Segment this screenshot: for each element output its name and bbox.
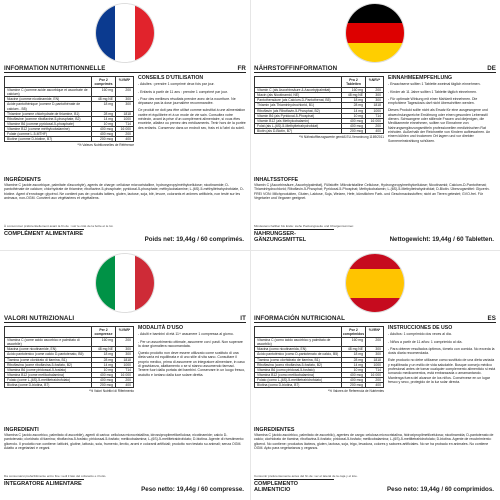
label-german xyxy=(250,0,500,250)
table-row: Vitamina B12 (come metilcobalamina) 400 mcg 16 000 xyxy=(4,373,134,378)
ingredients: INHALTSSTOFFE Vitamin C (Ascorbinsäure, Ascorbylpalmitat), Füllstoffe: Mikrokristalline Cellulose, Hydroxypropylmethylcellulose; Nicotinamid; Calcium-D-Pantothenat; Thiaminhydrochlorid; Riboflavin-5-Phosphat; Pyridoxal-5-Phosphat; Methylcobalamin; L-(6S)-5-Methyltetrahydrofolat; D-Biotin. Überzugsmittel: Glycerin. FREI VON: Milchprodukten, Gluten, Laktose, Soja, Weizen, Hefe, künstlichen Farb- und Geschmacksstoffen; nicht an Tieren getestet; GVO-frei. Für Vegetarier und Veganer geeignet. xyxy=(254,177,490,200)
italy-flag-icon xyxy=(96,254,154,312)
table-row: Pantothensäure (als Calcium-D-Pantothenat, B5) 18 mg 300 xyxy=(254,98,384,103)
ingredients: INGRÉDIENTS Vitamine C (acide ascorbique, palmitate d'ascorbyle), agents de charge: cellulose microcristalline, hydroxypropylméthylcellulose; nicotinamide; D-pantothénate de calcium; chlorhydrate de thiamine; riboflavine-5-phosphate; pyridoxal-5-phosphate; méthylcobalamine; L-(6S)-5-méthyltétrahydrofolate, D-biotine. Agent d'enrobage: glycérol. Ne contient pas de: produits laitiers, gluten, lactose, soja, blé, levure, colorants et arômes artificiels, non testé sur les animaux, non-OGM. Convient aux végétariens et végétaliens. xyxy=(4,177,244,200)
table-row: Vitamine B6 (comme pyridoxal-5-phosphate) 10 mg 714 xyxy=(4,122,134,127)
table-row: Vitamine B12 (comme méthylcobalamine) 400 mcg 16 000 xyxy=(4,127,134,132)
table-row: Niacin (als Nicotinamid, NE) 48 mg NE 300 xyxy=(254,93,384,98)
table-row: Vitamina B6 (come piridossal-5-fosfato) 10 mg 714 xyxy=(4,368,134,373)
spain-flag-icon xyxy=(346,254,404,312)
table-row: Thiamin (als Thiaminhydrochlorid, B1) 28 mg 1818 xyxy=(254,103,384,108)
net-weight: Peso netto: 19,44g / 60 compresse. xyxy=(141,486,244,493)
usage-advice: MODALITÀ D'USO - Adulti e bambini di età 11+ assumere 1 compressa al giorno. - Per un assorbimento ottimale, assumere con i pasti. Non superare la dose giornaliera raccomandata. Questo prodotto non deve essere utilizzato come sostituto di una dieta varia ed equilibrata e di uno stile di vita sano. Consultare il proprio medico, prima di assumere un integratore alimentare, in caso di gravidanza, allattamento o se si stanno assumendo farmaci. Tenere fuori dalla portata dei bambini. Conservare in un luogo fresco, asciutto e lontano dalla luce solare diretta. xyxy=(138,325,246,377)
france-flag-icon xyxy=(96,4,154,62)
ingredients: INGREDIENTES Vitamina C (ácido ascórbico, palmitato de ascorbilo), agentes de carga: celulosa microcristalina, hidroxipropilmetilcelulosa; nicotinamida; D-pantotenato de calcio; clorhidrato de tiamina; riboflavina-5-fosfato; piridoxal-5-fosfato; metilcobalamina; L-(6S)-5-metiltetrahidrofolato; D-biotina. Agente de recubrimiento: glicerol. No contiene: productos lácteos, gluten, lactosa, soja, trigo, levadura, colores y sabores artificiales. No se ha probado en animales. No contiene OGM. Apto para vegetarianos y veganos. xyxy=(254,427,494,450)
table-row: Vitamina C (come acido ascorbico e palmitato di ascorbile) 160 mg 200 xyxy=(4,338,134,347)
table-row: Biotina (como D-biotina, B7) 200 mcg 400 xyxy=(254,383,384,388)
nutrition-table: Pro 2 Tabletten %NRV* Vitamin C (als Ascorbinsäure & Ascorbylpalmitat) 160 mg 200 Niacin (als Nicotinamid, NE) 48 mg NE 300 Pantothensäure (als Calcium-D-Pantothenat, B5) 18 mg 300 Thiamin (als Thiaminhydrochlorid, B1) 28 mg 1818 Riboflavin (als Riboflavin-5-Phosphat, B2) 14 mg 1000 Vitamin B6 (als Pyridoxal-5-Phosphat) 10 mg 714 Vitamin B12 (als Methylcobalamin) 400 mcg 16 000 Folat (als L-(6S)-5-Methyltetrahydrofolat) 400 mcg 200 Biotin (als D-Biotin, B7) 200 mcg 400 *% Nährstoffbezugswerte gemäß EU-Verordnung 1169/2011 xyxy=(254,76,384,139)
table-row: Riboflavina (como riboflavina-5-fosfato, B2) 14 mg 1000 xyxy=(254,363,384,368)
table-row: Riboflavina (come riboflavina-5-fosfato, B2) 14 mg 1000 xyxy=(4,363,134,368)
table-row: Acide pantothénique (comme D-pantothénate de calcium - B5) 18 mg 300 xyxy=(4,102,134,111)
storage-note: À consommer préférentiellement avant la fin de : voir le côté de la boîte et le lot. xyxy=(4,224,114,228)
product-name: NAHRUNGSER-GÄNZUNGSMITTEL xyxy=(254,229,334,243)
label-french xyxy=(0,0,250,250)
table-row: Vitamine C (comme acide ascorbique et ascorbate de calcium) 160 mg 200 xyxy=(4,88,134,97)
table-row: Vitamina B12 (como metilcobalamina) 400 mcg 16 000 xyxy=(254,373,384,378)
table-note: *% Valeurs Nutritionnelles de Référence xyxy=(77,143,134,148)
table-row: Vitamin B12 (als Methylcobalamin) 400 mcg 16 000 xyxy=(254,119,384,124)
table-note: *% Valores de Referencia de Nutrientes xyxy=(327,389,384,394)
table-row: Folate (comme L-5-MTHF) 400 mcg 200 xyxy=(4,132,134,137)
usage-advice: CONSEILS D'UTILISATION - Adultes : prendre 1 comprimé deux fois par jour. - Enfants à partir de 11 ans : prendre 1 comprimé par jour. - Pour des meilleurs résultats prendre avec de la nourriture. Ne dépassez pas la dose journalière recommandée. Ce produit ne doit pas être utilisé comme substitut à une alimentation variée et équilibrée et à un mode de vie sain. Consultez votre médecin, avant la prise d'un complément alimentaire, si vous êtes enceinte, allaitez ou prenez des médicaments. Tenir hors de la portée des enfants. Conservez dans un endroit sec, frais et à l'abri du soleil. xyxy=(138,75,246,130)
table-row: Folato (como L-(6S)-5-metiltetrahidrofolato) 400 mcg 200 xyxy=(254,378,384,383)
table-row: Vitamina C (como ácido ascórbico y palmitato de ascorbilo) 160 mg 200 xyxy=(254,338,384,347)
table-row: Vitamin C (als Ascorbinsäure & Ascorbylpalmitat) 160 mg 200 xyxy=(254,88,384,93)
table-row: Biotin (als D-Biotin, B7) 200 mcg 400 xyxy=(254,129,384,134)
table-note: *% Valori Nutritivi di Riferimento xyxy=(89,389,134,394)
label-spanish xyxy=(250,250,500,500)
nutrition-table: Por 2 comprimés %VNR* Vitamine C (comme acide ascorbique et ascorbate de calcium) 160 mg 200 Niacine (comme nicotinamide, EN) 48 mg NE 300 Acide pantothénique (comme D-pantothénate de calcium - B5) 18 mg 300 Thiamine (comme chlorhydrate de thiamine, B1) 28 mg 1818 Riboflavine (comme riboflavine-5-phosphate, B2) 14 mg 1000 Vitamine B6 (comme pyridoxal-5-phosphate) 10 mg 714 Vitamine B12 (comme méthylcobalamine) 400 mcg 16 000 Folate (comme L-5-MTHF) 400 mcg 200 Biotine (comme D-biotine, B7) 200 mcg 400 *% Valeurs Nutritionnelles de Référence xyxy=(4,76,134,147)
product-name: INTEGRATORE ALIMENTARE xyxy=(4,479,84,487)
table-row: Vitamin B6 (als Pyridoxal-5-Phosphat) 10 mg 714 xyxy=(254,114,384,119)
table-row: Niacina (come nicotinamide, EN) 48 mg NE 300 xyxy=(4,347,134,352)
usage-advice: INSTRUCCIONES DE USO - Adultos: 1 comprimido dos veces al día. - Niños a partir de 11 años: 1 comprimido al día. - Para obtener resultados óptimos, tómelo con comida. No exceda la dosis diaria recomendada. Este producto no debe utilizarse como sustituto de una dieta variada y equilibrada y un estilo de vida saludable. Busque consejo médico profesional antes de tomar cualquier complemento alimenticio si está tomando medicamentos, está embarazada o amamantando. Mantenga fuera del alcance de los niños. Consérvese en un lugar fresco y seco, protegido de la luz solar directa. xyxy=(388,325,496,384)
table-row: Tiamina (come cloridrato di tiamina, B1) 28 mg 1818 xyxy=(4,358,134,363)
section-title: INFORMACIÓN NUTRICIONAL ES xyxy=(254,315,496,322)
table-row: Niacina (como nicotinamida, EN) 48 mg NE 300 xyxy=(254,347,384,352)
section-title: NÄHRSTOFFINFORMATION DE xyxy=(254,65,496,72)
table-row: Acido pantotenico (come calcio D-pantotenato, B5) 18 mg 300 xyxy=(4,352,134,357)
section-title: VALORI NUTRIZIONALI IT xyxy=(4,315,246,322)
table-row: Biotine (comme D-biotine, B7) 200 mcg 400 xyxy=(4,137,134,142)
table-row: Biotina (come D-biotina, B7) 200 mcg 400 xyxy=(4,383,134,388)
table-note: *% Nährstoffbezugswerte gemäß EU-Verordnung 1169/2011 xyxy=(298,135,384,140)
table-row: Riboflavine (comme riboflavine-5-phosphate, B2) 14 mg 1000 xyxy=(4,117,134,122)
table-row: Folat (als L-(6S)-5-Methyltetrahydrofolat) 400 mcg 200 xyxy=(254,124,384,129)
table-row: Riboflavin (als Riboflavin-5-Phosphat, B2) 14 mg 1000 xyxy=(254,109,384,114)
storage-note: Mindestens haltbar bis Ende: siehe Packungsseite und Chargennummer. xyxy=(254,224,354,228)
table-row: Folato (come L-(6S)-5-metiltetraidrofolato) 400 mcg 200 xyxy=(4,378,134,383)
table-row: Vitamina B6 (como piridoxal-5-fosfato) 10 mg 714 xyxy=(254,368,384,373)
product-name: COMPLÉMENT ALIMENTAIRE xyxy=(4,231,83,237)
net-weight: Poids net: 19,44g / 60 comprimés. xyxy=(144,236,244,243)
storage-note: Da consumarsi preferibilmente entro fine: vedi il lato del cofanetto e il lotto. xyxy=(4,474,107,478)
storage-note: Consumir preferentemente antes del fin de: ver el lateral de la caja y el lote. xyxy=(254,474,358,478)
ingredients: INGREDIENTI Vitamina C (acido ascorbico, palmitato di ascorbile), agenti di carica: cellulosa microcristallina, idrossipropilmetilcellulosa; nicotinamide; calcio D-pantotenato; cloridrato di tiamina; riboflavina-5-fosfato; piridossal-5-fosfato; metilcobalamina; L-(6S)-5-metiltetraidrofolato; D-biotina. Agente di rivestimento: glicerolo. Il prodotto non contiene: latticini, glutine, lattosio, soia, frumento, lievito, aromi e coloranti artificiali; prodotto non testato su animali; senza OGM. Adatto a vegetariani e vegani. xyxy=(4,427,245,450)
table-row: Tiamina (como clorhidrato de tiamina, B1) 28 mg 1818 xyxy=(254,358,384,363)
table-row: Niacine (comme nicotinamide, EN) 48 mg NE 300 xyxy=(4,97,134,102)
nutrition-table: Por 2 comprimidos %VRN* Vitamina C (como ácido ascórbico y palmitato de ascorbilo) 160 mg 200 Niacina (como nicotinamida, EN) 48 mg NE 300 Ácido pantoténico (como D-pantotenato de calcio, B5) 18 mg 300 Tiamina (como clorhidrato de tiamina, B1) 28 mg 1818 Riboflavina (como riboflavina-5-fosfato, B2) 14 mg 1000 Vitamina B6 (como piridoxal-5-fosfato) 10 mg 714 Vitamina B12 (como metilcobalamina) 400 mcg 16 000 Folato (como L-(6S)-5-metiltetrahidrofolato) 400 mcg 200 Biotina (como D-biotina, B7) 200 mcg 400 *% Valores de Referencia de Nutrientes xyxy=(254,326,384,393)
label-italian xyxy=(0,250,250,500)
net-weight: Nettogewicht: 19,44g / 60 Tabletten. xyxy=(389,236,494,243)
product-name: COMPLEMENTO ALIMENTICIO xyxy=(254,479,334,493)
table-row: Thiamine (comme chlorhydrate de thiamine, B1) 28 mg 1818 xyxy=(4,112,134,117)
nutrition-table: Per 2 compresse %VNR* Vitamina C (come acido ascorbico e palmitato di ascorbile) 160 mg 200 Niacina (come nicotinamide, EN) 48 mg NE 300 Acido pantotenico (come calcio D-pantotenato, B5) 18 mg 300 Tiamina (come cloridrato di tiamina, B1) 28 mg 1818 Riboflavina (come riboflavina-5-fosfato, B2) 14 mg 1000 Vitamina B6 (come piridossal-5-fosfato) 10 mg 714 Vitamina B12 (come metilcobalamina) 400 mcg 16 000 Folato (come L-(6S)-5-metiltetraidrofolato) 400 mcg 200 Biotina (come D-biotina, B7) 200 mcg 400 *% Valori Nutritivi di Riferimento xyxy=(4,326,134,393)
germany-flag-icon xyxy=(346,4,404,62)
net-weight: Peso neto: 19,44g / 60 comprimidos. xyxy=(387,486,494,493)
section-title: INFORMATION NUTRITIONNELLE FR xyxy=(4,65,246,72)
table-row: Ácido pantoténico (como D-pantotenato de calcio, B5) 18 mg 300 xyxy=(254,352,384,357)
usage-advice: EINNAHMEEMPFEHLUNG - Erwachsene sollten 1 Tablette zweimal täglich einnehmen. - Kinder ab 11 Jahre sollten 1 Tablette täglich einnehmen. - Für optimale Wirkung mit einer Mahlzeit einnehmen. Die empfohlene Tagesdosis darf nicht überschritten werden. Dieses Produkt sollte nicht als Ersatz für eine ausgewogene und abwechslungsreiche Ernährung oder einen gesunden Lebensstil dienen. Schwangere oder stillende Frauen und diejenigen, die Medikamente einnehmen, sollten vor Einnahme von Nahrungsergänzungsmitteln professionellen medizinischen Rat einholen. Außerhalb der Reichweite von Kindern aufbewahren. An einem kühlen und trockenen Ort lagern und vor direkter Sonneneinstrahlung schützen. xyxy=(388,75,491,143)
